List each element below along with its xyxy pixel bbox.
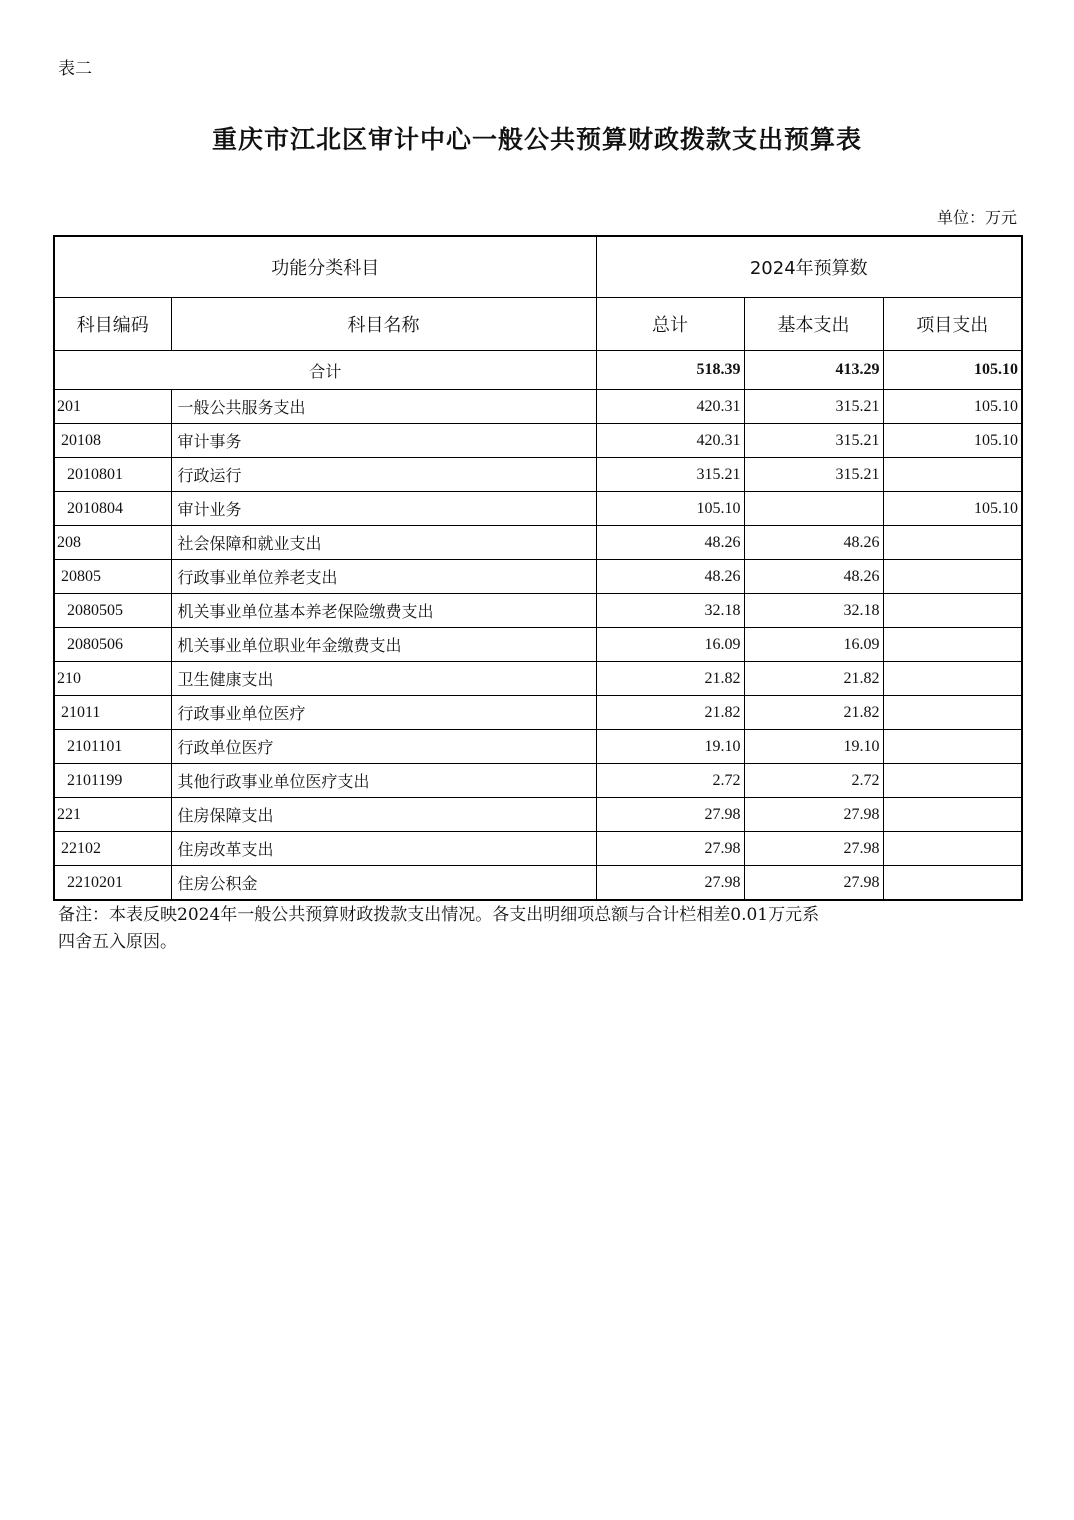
row-total: 16.09 bbox=[596, 628, 744, 662]
row-code: 210 bbox=[54, 662, 171, 696]
row-project bbox=[883, 560, 1022, 594]
table-row bbox=[54, 594, 1022, 628]
table-row bbox=[54, 798, 1022, 832]
row-project: 105.10 bbox=[883, 424, 1022, 458]
row-total: 2.72 bbox=[596, 764, 744, 798]
row-total: 19.10 bbox=[596, 730, 744, 764]
row-basic: 48.26 bbox=[744, 560, 883, 594]
table-row bbox=[54, 832, 1022, 866]
total-label: 合计 bbox=[54, 351, 596, 390]
row-project bbox=[883, 594, 1022, 628]
footnote bbox=[58, 902, 1018, 956]
row-project bbox=[883, 458, 1022, 492]
total-row bbox=[54, 351, 1022, 390]
row-project bbox=[883, 662, 1022, 696]
row-project bbox=[883, 866, 1022, 901]
row-basic: 48.26 bbox=[744, 526, 883, 560]
row-name: 机关事业单位基本养老保险缴费支出 bbox=[171, 594, 596, 628]
row-basic: 27.98 bbox=[744, 832, 883, 866]
row-project bbox=[883, 798, 1022, 832]
table-row bbox=[54, 662, 1022, 696]
table-row bbox=[54, 730, 1022, 764]
row-total: 315.21 bbox=[596, 458, 744, 492]
table-row bbox=[54, 458, 1022, 492]
row-total: 27.98 bbox=[596, 866, 744, 901]
row-code: 21011 bbox=[54, 696, 171, 730]
row-basic: 27.98 bbox=[744, 798, 883, 832]
table-row bbox=[54, 764, 1022, 798]
table-row bbox=[54, 866, 1022, 901]
total-project: 105.10 bbox=[883, 351, 1022, 390]
row-total: 420.31 bbox=[596, 390, 744, 424]
row-name: 卫生健康支出 bbox=[171, 662, 596, 696]
row-basic: 21.82 bbox=[744, 662, 883, 696]
header-total: 总计 bbox=[596, 298, 744, 351]
row-code: 2101199 bbox=[54, 764, 171, 798]
page-title: 重庆市江北区审计中心一般公共预算财政拨款支出预算表 bbox=[211, 125, 862, 154]
table-row bbox=[54, 526, 1022, 560]
row-basic: 16.09 bbox=[744, 628, 883, 662]
footnote-line-2: 四舍五入原因。 bbox=[58, 932, 177, 952]
row-name: 审计事务 bbox=[171, 424, 596, 458]
row-basic: 315.21 bbox=[744, 458, 883, 492]
row-basic: 19.10 bbox=[744, 730, 883, 764]
row-code: 201 bbox=[54, 390, 171, 424]
row-name: 住房保障支出 bbox=[171, 798, 596, 832]
row-code: 221 bbox=[54, 798, 171, 832]
row-project bbox=[883, 696, 1022, 730]
row-name: 行政事业单位养老支出 bbox=[171, 560, 596, 594]
row-basic: 27.98 bbox=[744, 866, 883, 901]
row-code: 2101101 bbox=[54, 730, 171, 764]
row-total: 48.26 bbox=[596, 526, 744, 560]
row-code: 2210201 bbox=[54, 866, 171, 901]
row-name: 住房改革支出 bbox=[171, 832, 596, 866]
header-budget-2024: 2024年预算数 bbox=[596, 236, 1022, 298]
row-total: 32.18 bbox=[596, 594, 744, 628]
row-name: 一般公共服务支出 bbox=[171, 390, 596, 424]
row-basic: 315.21 bbox=[744, 424, 883, 458]
row-code: 208 bbox=[54, 526, 171, 560]
header-project: 项目支出 bbox=[883, 298, 1022, 351]
budget-table bbox=[53, 235, 1023, 901]
unit-label: 单位：万元 bbox=[936, 208, 1017, 227]
row-total: 21.82 bbox=[596, 662, 744, 696]
row-code: 2080506 bbox=[54, 628, 171, 662]
row-project bbox=[883, 526, 1022, 560]
row-name: 行政事业单位医疗 bbox=[171, 696, 596, 730]
row-name: 其他行政事业单位医疗支出 bbox=[171, 764, 596, 798]
row-code: 22102 bbox=[54, 832, 171, 866]
row-basic bbox=[744, 492, 883, 526]
page-label: 表二 bbox=[58, 59, 92, 79]
row-basic: 315.21 bbox=[744, 390, 883, 424]
row-name: 审计业务 bbox=[171, 492, 596, 526]
header-code: 科目编码 bbox=[54, 298, 171, 351]
header-name: 科目名称 bbox=[171, 298, 596, 351]
row-project bbox=[883, 730, 1022, 764]
row-basic: 2.72 bbox=[744, 764, 883, 798]
table-row bbox=[54, 424, 1022, 458]
footnote-line-1: 备注：本表反映2024年一般公共预算财政拨款支出情况。各支出明细项总额与合计栏相差0.01万元系 bbox=[58, 905, 820, 925]
row-total: 48.26 bbox=[596, 560, 744, 594]
row-code: 2080505 bbox=[54, 594, 171, 628]
table-row bbox=[54, 560, 1022, 594]
row-code: 2010801 bbox=[54, 458, 171, 492]
table-row bbox=[54, 696, 1022, 730]
row-project bbox=[883, 628, 1022, 662]
row-total: 27.98 bbox=[596, 832, 744, 866]
row-name: 住房公积金 bbox=[171, 866, 596, 901]
row-code: 20108 bbox=[54, 424, 171, 458]
row-code: 20805 bbox=[54, 560, 171, 594]
row-basic: 21.82 bbox=[744, 696, 883, 730]
table-row bbox=[54, 492, 1022, 526]
total-sum: 518.39 bbox=[596, 351, 744, 390]
table-row bbox=[54, 390, 1022, 424]
row-project bbox=[883, 764, 1022, 798]
row-project: 105.10 bbox=[883, 492, 1022, 526]
row-total: 105.10 bbox=[596, 492, 744, 526]
header-basic: 基本支出 bbox=[744, 298, 883, 351]
row-name: 机关事业单位职业年金缴费支出 bbox=[171, 628, 596, 662]
row-name: 行政单位医疗 bbox=[171, 730, 596, 764]
row-code: 2010804 bbox=[54, 492, 171, 526]
row-basic: 32.18 bbox=[744, 594, 883, 628]
header-functional-category: 功能分类科目 bbox=[54, 236, 596, 298]
row-total: 21.82 bbox=[596, 696, 744, 730]
row-project: 105.10 bbox=[883, 390, 1022, 424]
row-name: 社会保障和就业支出 bbox=[171, 526, 596, 560]
row-total: 420.31 bbox=[596, 424, 744, 458]
row-total: 27.98 bbox=[596, 798, 744, 832]
total-basic: 413.29 bbox=[744, 351, 883, 390]
row-name: 行政运行 bbox=[171, 458, 596, 492]
row-project bbox=[883, 832, 1022, 866]
table-row bbox=[54, 628, 1022, 662]
